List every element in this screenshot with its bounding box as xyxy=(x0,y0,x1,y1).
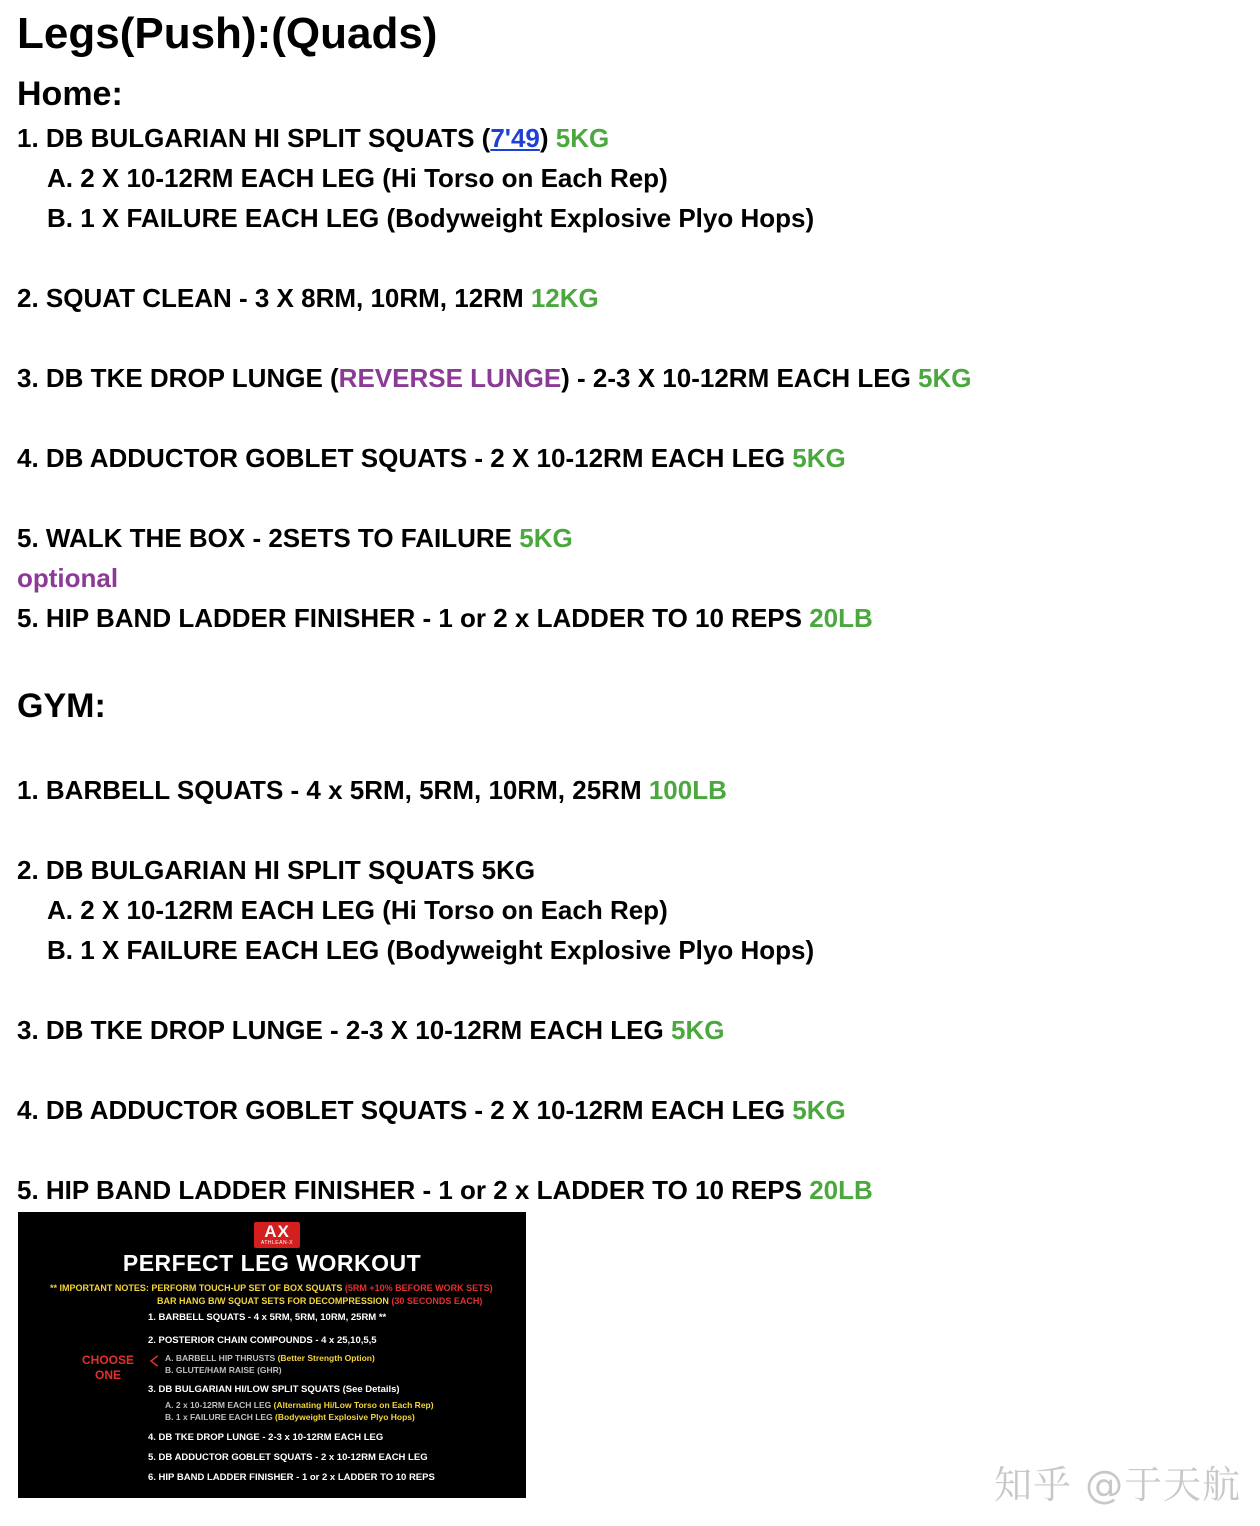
gym-exercise-2a: A. 2 X 10-12RM EACH LEG (Hi Torso on Each Rep) xyxy=(47,895,668,925)
gym-exercise-3 xyxy=(17,1014,724,1046)
video-timestamp-link[interactable]: 7'49 xyxy=(490,123,540,153)
poster-note-1 xyxy=(50,1283,493,1294)
zhihu-watermark: 知乎 @于天航 xyxy=(994,1463,1242,1507)
gym-exercise-1 xyxy=(17,774,727,806)
poster-title: PERFECT LEG WORKOUT xyxy=(122,1250,422,1276)
home-exercise-3 xyxy=(17,362,972,394)
sub-item-text: B. 1 x FAILURE EACH LEG xyxy=(165,1412,276,1422)
poster-item-3b xyxy=(165,1412,415,1423)
exercise-text: 5. HIP BAND LADDER FINISHER - 1 or 2 x LADDER TO 10 REPS xyxy=(17,603,810,633)
weight-label: 20LB xyxy=(809,603,873,633)
home-exercise-5 xyxy=(17,522,573,554)
exercise-text: 4. DB ADDUCTOR GOBLET SQUATS - 2 X 10-12RM EACH LEG xyxy=(17,443,793,473)
poster-item-6: 6. HIP BAND LADDER FINISHER - 1 or 2 x LADDER TO 10 REPS xyxy=(148,1472,435,1483)
exercise-text: 3. DB TKE DROP LUNGE ( xyxy=(17,363,339,393)
workout-poster-image xyxy=(18,1212,526,1498)
weight-label: 100LB xyxy=(648,775,727,805)
note-text: ** IMPORTANT NOTES: PERFORM TOUCH-UP SET OF BOX SQUATS xyxy=(50,1283,345,1293)
gym-exercise-2: 2. DB BULGARIAN HI SPLIT SQUATS 5KG xyxy=(17,855,536,885)
weight-label: 5KG xyxy=(792,1095,846,1125)
weight-label: 5KG xyxy=(555,123,610,153)
choose-text: CHOOSE xyxy=(81,1353,134,1367)
one-text: ONE xyxy=(94,1368,121,1382)
athlean-x-logo xyxy=(254,1222,300,1248)
note-detail: (5RM +10% BEFORE WORK SETS) xyxy=(344,1283,493,1293)
sub-item-text: A. 2 x 10-12RM EACH LEG xyxy=(165,1400,274,1410)
poster-item-3a xyxy=(165,1400,434,1411)
home-exercise-2 xyxy=(17,282,599,314)
poster-item-2: 2. POSTERIOR CHAIN COMPOUNDS - 4 x 25,10,5,5 xyxy=(148,1335,377,1346)
sub-item-detail: (Bodyweight Explosive Plyo Hops) xyxy=(275,1412,415,1422)
alternative-exercise: REVERSE LUNGE xyxy=(338,363,562,393)
poster-item-2b: B. GLUTE/HAM RAISE (GHR) xyxy=(165,1365,282,1375)
poster-item-2a xyxy=(165,1353,375,1364)
exercise-text: 1. BARBELL SQUATS - 4 x 5RM, 5RM, 10RM, 25RM xyxy=(17,775,649,805)
home-exercise-5b xyxy=(17,602,873,634)
home-heading: Home: xyxy=(17,75,123,113)
weight-label: 5KG xyxy=(918,363,972,393)
gym-exercise-4 xyxy=(17,1094,846,1126)
poster-item-3: 3. DB BULGARIAN HI/LOW SPLIT SQUATS (See Details) xyxy=(148,1384,400,1395)
home-exercise-1b: B. 1 X FAILURE EACH LEG (Bodyweight Explosive Plyo Hops) xyxy=(47,203,815,233)
exercise-text: ) - 2-3 X 10-12RM EACH LEG xyxy=(561,363,919,393)
exercise-text: 5. WALK THE BOX - 2SETS TO FAILURE xyxy=(17,523,520,553)
exercise-text: 4. DB ADDUCTOR GOBLET SQUATS - 2 X 10-12RM EACH LEG xyxy=(17,1095,793,1125)
poster-item-5: 5. DB ADDUCTOR GOBLET SQUATS - 2 x 10-12RM EACH LEG xyxy=(148,1452,428,1463)
exercise-text: 1. DB BULGARIAN HI SPLIT SQUATS ( xyxy=(17,123,491,153)
optional-label: optional xyxy=(17,563,119,593)
weight-label: 5KG xyxy=(670,1015,725,1045)
weight-label: 5KG xyxy=(519,523,573,553)
gym-heading: GYM: xyxy=(17,687,106,725)
poster-item-4: 4. DB TKE DROP LUNGE - 2-3 x 10-12RM EACH LEG xyxy=(148,1432,384,1443)
exercise-text: 2. SQUAT CLEAN - 3 X 8RM, 10RM, 12RM xyxy=(17,283,531,313)
poster-note-2 xyxy=(157,1296,482,1307)
weight-label: 20LB xyxy=(809,1175,873,1205)
home-exercise-1a: A. 2 X 10-12RM EACH LEG (Hi Torso on Each Rep) xyxy=(47,163,668,193)
exercise-text: ) xyxy=(539,123,556,153)
weight-label: 5KG xyxy=(792,443,846,473)
poster-item-1: 1. BARBELL SQUATS - 4 x 5RM, 5RM, 10RM, 25RM ** xyxy=(148,1312,387,1323)
note-text: BAR HANG B/W SQUAT SETS FOR DECOMPRESSION xyxy=(157,1296,392,1306)
sub-item-detail: (Alternating Hi/Low Torso on Each Rep) xyxy=(273,1400,434,1410)
logo-text: AX xyxy=(264,1222,290,1241)
sub-item-text: A. BARBELL HIP THRUSTS xyxy=(165,1353,278,1363)
weight-label: 12KG xyxy=(530,283,599,313)
home-exercise-4 xyxy=(17,442,846,474)
home-exercise-1 xyxy=(17,122,609,154)
choose-one-label xyxy=(58,1353,158,1383)
sub-item-detail: (Better Strength Option) xyxy=(277,1353,375,1363)
gym-exercise-5 xyxy=(17,1174,873,1206)
exercise-text: 3. DB TKE DROP LUNGE - 2-3 X 10-12RM EACH LEG xyxy=(17,1015,671,1045)
chevron-left-icon xyxy=(148,1355,160,1367)
gym-exercise-2b: B. 1 X FAILURE EACH LEG (Bodyweight Explosive Plyo Hops) xyxy=(47,935,815,965)
logo-subtext: ATHLEAN-X xyxy=(260,1240,294,1246)
exercise-text: 5. HIP BAND LADDER FINISHER - 1 or 2 x LADDER TO 10 REPS xyxy=(17,1175,810,1205)
note-detail: (30 SECONDS EACH) xyxy=(391,1296,483,1306)
page-title: Legs(Push):(Quads) xyxy=(17,9,438,58)
